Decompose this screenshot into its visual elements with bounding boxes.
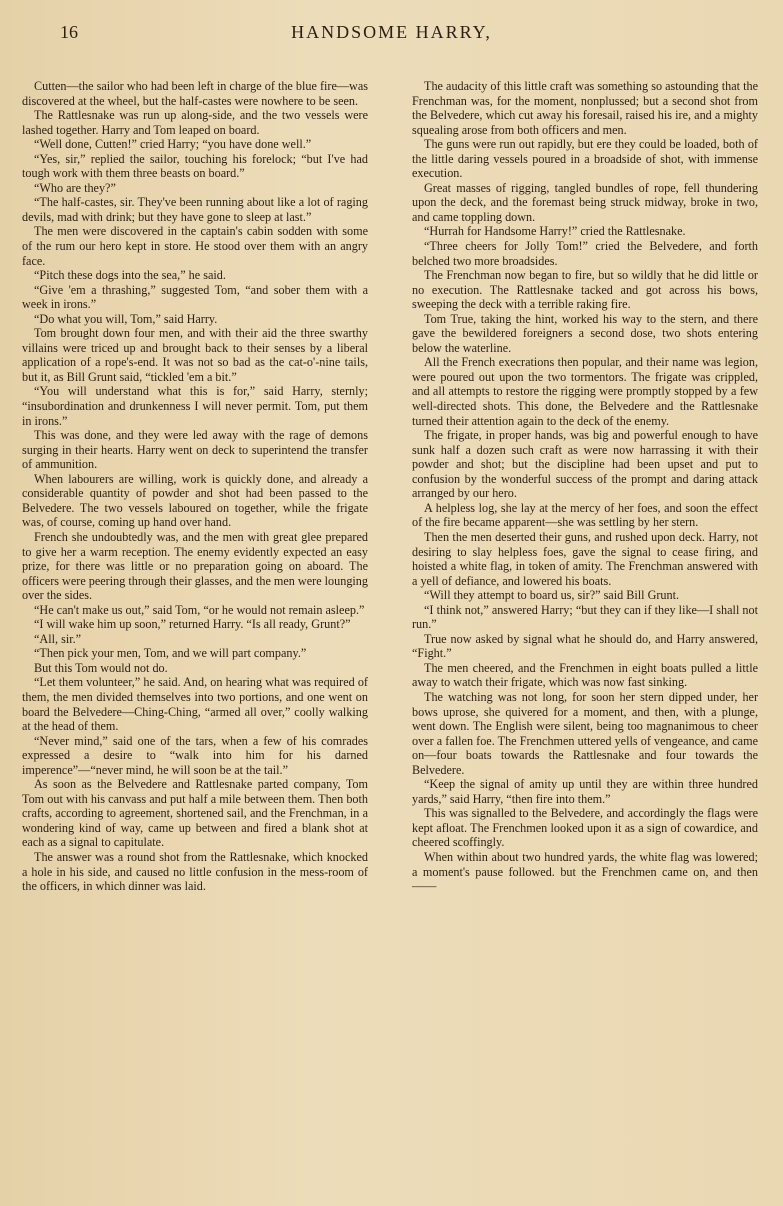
paragraph: “Yes, sir,” replied the sailor, touching his forelock; “but I've had tough work with them three beasts on board.”: [22, 151, 368, 181]
paragraph: This was signalled to the Belvedere, and accordingly the flags were kept afloat. The Frenchmen looked upon it as a sign of cowardice, and cheered scoffingly.: [412, 806, 758, 850]
paragraph: “Pitch these dogs into the sea,” he said.: [34, 268, 226, 283]
paragraph: The watching was not long, for soon her stern dipped under, her bows uprose, she quivered for a moment, and then, with a plunge, went down. The English were silent, being too magnanimous to cheer over a fallen foe. The Frenchmen uttered yells of vengeance, and came on—four boats towards the Rattlesnake and four towards the Belvedere.: [412, 689, 758, 777]
paragraph: “Well done, Cutten!” cried Harry; “you have done well.”: [34, 137, 312, 152]
paragraph: When within about two hundred yards, the white flag was lowered; a moment's pause followed. but the Frenchmen came on, and then——: [412, 849, 758, 894]
paragraph: “I will wake him up soon,” returned Harry. “Is all ready, Grunt?”: [34, 617, 351, 632]
paragraph: “Then pick your men, Tom, and we will part company.”: [34, 646, 307, 661]
paragraph: The men cheered, and the Frenchmen in eight boats pulled a little away to watch their frigate, which was now fast sinking.: [412, 660, 758, 690]
paragraph: “Let them volunteer,” he said. And, on hearing what was required of them, the men divided themselves into two portions, and one went on board the Belvedere—Ching-Ching, “armed all over,” coolly walking at the head of them.: [22, 675, 368, 734]
paragraph: “All, sir.”: [34, 631, 82, 646]
paragraph: All the French execrations then popular, and their name was legion, were poured out upon the two tormentors. The frigate was crippled, and all attempts to restore the rigging were promptly stopped by a few well-directed shots. This done, the Belvedere and the Rattlesnake turned their attention again to the deck of the enemy.: [412, 355, 758, 428]
paragraph: French she undoubtedly was, and the men with great glee prepared to give her a warm reception. The enemy evidently expected an easy prize, for there was little or no preparation going on aboard. The officers were peering through their glasses, and the men were lounging over the sides.: [22, 529, 368, 603]
paragraph: Then the men deserted their guns, and rushed upon deck. Harry, not desiring to slay helpless foes, gave the signal to cease firing, and hoisted a white flag, in token of amity. The Frenchman answered with a yell of defiance, and lowered his boats.: [412, 529, 758, 588]
paragraph: The audacity of this little craft was something so astounding that the Frenchman was, for the moment, nonplussed; but a second shot from the Belvedere, which cut away his foresail, raised his ire, and a mighty squealing arose from both officers and men.: [412, 79, 758, 137]
left-column: [22, 79, 368, 894]
paragraph: As soon as the Belvedere and Rattlesnake parted company, Tom Tom out with his canvass and put half a mile between them. Then both crafts, according to agreement, shortened sail, and the Frenchman, in a wondering kind of way, came up between and fired a blank shot at each as a signal to capitulate.: [22, 777, 368, 850]
paragraph: This was done, and they were led away with the rage of demons surging in their hearts. Harry went on deck to superintend the transfer of ammunition.: [22, 428, 368, 472]
paragraph: The Frenchman now began to fire, but so wildly that he did little or no execution. The Rattlesnake tacked and got across his bows, sweeping the deck with a terrible raking fire.: [412, 268, 758, 312]
paragraph: The answer was a round shot from the Rattlesnake, which knocked a hole in his side, and caused no little confusion in the mess-room of the officers, in which dinner was laid.: [22, 849, 368, 894]
page-header: [0, 22, 783, 44]
paragraph: When labourers are willing, work is quickly done, and already a considerable quantity of powder and shot had been passed to the Belvedere. The two vessels laboured on together, while the frigate was, of course, coming up hand over hand.: [22, 471, 368, 530]
paragraph: The Rattlesnake was run up along-side, and the two vessels were lashed together. Harry and Tom leaped on board.: [22, 108, 368, 137]
running-title: HANDSOME HARRY,: [291, 22, 492, 42]
paragraph: “Do what you will, Tom,” said Harry.: [34, 311, 218, 326]
right-column: [412, 79, 758, 894]
paragraph: Tom True, taking the hint, worked his way to the stern, and there gave the bewildered foreigners a second dose, two shots entering below the waterline.: [412, 311, 758, 355]
paragraph: “You will understand what this is for,” said Harry, sternly; “insubordination and drunkenness I will never permit. Tom, put them in irons.”: [22, 384, 368, 428]
paragraph: “Who are they?”: [34, 180, 116, 195]
paragraph: “Three cheers for Jolly Tom!” cried the Belvedere, and forth belched two more broadsides.: [412, 239, 758, 268]
paragraph: “Keep the signal of amity up until they are within three hundred yards,” said Harry, “then fire into them.”: [412, 777, 758, 806]
paragraph: Cutten—the sailor who had been left in charge of the blue fire—was discovered at the wheel, but the half-castes were nowhere to be seen.: [22, 79, 368, 108]
paragraph: The men were discovered in the captain's cabin sodden with some of the rum our hero kept in store. He stood over them with an angry face.: [22, 224, 368, 268]
paragraph: Great masses of rigging, tangled bundles of rope, fell thundering upon the deck, and the foremast being struck midway, broke in two, and came toppling down.: [412, 180, 758, 224]
paragraph: “Hurrah for Handsome Harry!” cried the Rattlesnake.: [424, 224, 686, 239]
paragraph: “The half-castes, sir. They've been running about like a lot of raging devils, mad with drink; but they have gone to sleep at last.”: [22, 195, 368, 224]
paragraph: “Give 'em a thrashing,” suggested Tom, “and sober them with a week in irons.”: [22, 282, 368, 312]
paragraph: A helpless log, she lay at the mercy of her foes, and soon the effect of the fire became apparent—she was settling by her stern.: [412, 500, 758, 530]
paragraph: True now asked by signal what he should do, and Harry answered, “Fight.”: [412, 631, 758, 661]
paragraph: The guns were run out rapidly, but ere they could be loaded, both of the little daring vessels poured in a broadside of shot, with immense execution.: [412, 137, 758, 181]
paragraph: The frigate, in proper hands, was big and powerful enough to have sunk half a dozen such craft as were now harrassing it with their powder and shot; but the discipline had been upset and put to confusion by the wonderful success of the prompt and daring attack arranged by our hero.: [412, 428, 758, 501]
paragraph: “Never mind,” said one of the tars, when a few of his comrades expressed a desire to “walk into him for his darned imperence”—“never mind, he will soon be at the tail.”: [22, 733, 368, 777]
paragraph: But this Tom would not do.: [34, 660, 168, 675]
paragraph: “He can't make us out,” said Tom, “or he would not remain asleep.”: [34, 602, 365, 617]
paragraph: Tom brought down four men, and with their aid the three swarthy villains were triced up and brought back to their senses by a liberal application of a rope's-end. It was not so bad as the cat-o'-nine tails, but it, as Bill Grunt said, “tickled 'em a bit.”: [22, 326, 368, 384]
paragraph: “Will they attempt to board us, sir?” said Bill Grunt.: [424, 588, 680, 603]
page-number: 16: [60, 22, 78, 42]
paragraph: “I think not,” answered Harry; “but they can if they like—I shall not run.”: [412, 602, 758, 632]
